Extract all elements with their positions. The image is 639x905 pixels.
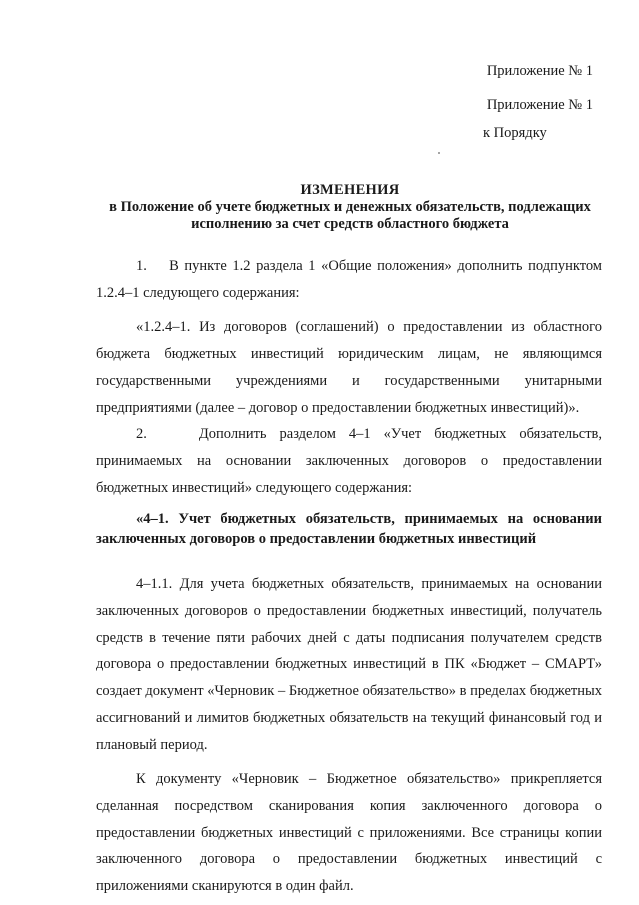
paragraph-item-1: 1. В пункте 1.2 раздела 1 «Общие положения» дополнить подпунктом 1.2.4–1 следующего содержания: — [96, 258, 602, 301]
annex-label: Приложение № 1 — [486, 63, 593, 79]
paragraph-4-1-1: 4–1.1. Для учета бюджетных обязательств, принимаемых на основании заключенных договоров о предоставлении бюджетных инвестиций, получатель средств в течение пяти рабочих дней с даты подписания получателем средств договора о предоставлении бюджетных инвестиций в ПК «Бюджет – СМАРТ» создает документ «Черновик – Бюджетное обязательство» в пределах бюджетных ассигнований и лимитов бюджетных обязательств на текущий финансовый год и плановый период. — [96, 576, 602, 753]
title-subline-2: исполнению за счет средств областного бюджета — [191, 216, 509, 232]
document-title — [90, 182, 610, 233]
annex-label-repeat: Приложение № 1 — [486, 97, 593, 113]
paragraph-quote-1-2-4-1: «1.2.4–1. Из договоров (соглашений) о предоставлении из областного бюджета бюджетных инвестиций юридическим лицам, не являющимся государственными учреждениями и государственными унитарными предприятиями (далее – договор о предоставлении бюджетных инвестиций)». — [96, 319, 602, 416]
paragraph-attachment: К документу «Черновик – Бюджетное обязательство» прикрепляется сделанная посредством сканирования копия заключенного договора о предоставлении бюджетных инвестиций с приложениями. Все страницы копии заключенного договора о предоставлении бюджетных инвестиций с приложениями сканируются в один файл. — [96, 771, 602, 895]
scan-speck — [438, 152, 440, 154]
section-heading-4-1: «4–1. Учет бюджетных обязательств, принимаемых на основании заключенных договоров о предоставлении бюджетных инвестиций — [96, 511, 602, 547]
paragraph-item-2: 2. Дополнить разделом 4–1 «Учет бюджетных обязательств, принимаемых на основании заключенных договоров о предоставлении бюджетных инвестиций» следующего содержания: — [96, 426, 602, 496]
title-subline-1: в Положение об учете бюджетных и денежных обязательств, подлежащих — [109, 199, 591, 215]
title-heading: ИЗМЕНЕНИЯ — [300, 182, 400, 198]
annex-order-label: к Порядку — [483, 125, 547, 141]
document-body — [96, 253, 602, 900]
